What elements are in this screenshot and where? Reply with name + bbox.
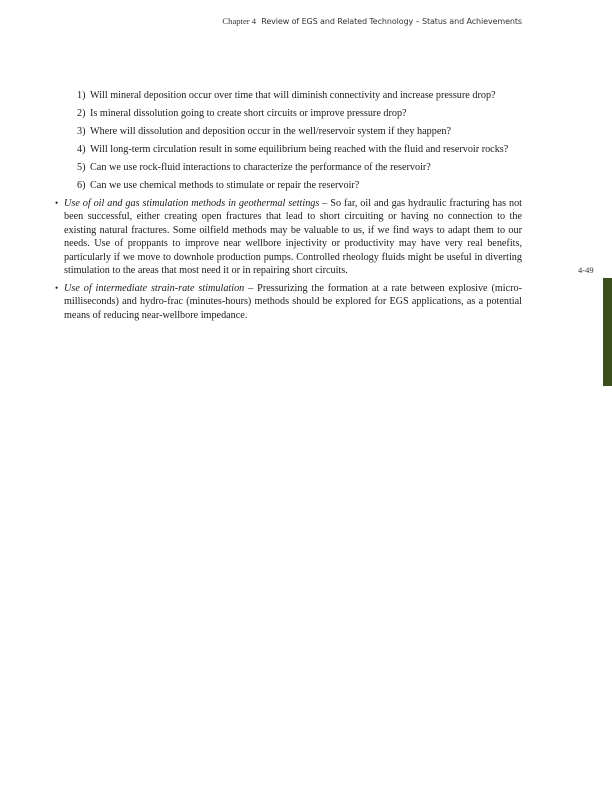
bullet-marker: •	[55, 198, 59, 208]
bullet-text: – So far, oil and gas hydraulic fracturing has not been successful, either creating open fractures that lead to short circuiting or having no connection to the existing natural fractures. Some oilfield methods may be valuable to us, if we find ways to adapt them to our needs. Use of proppants to improve near wellbore injectivity or productivity may have very real benefits, particularly if we move to downhole production pumps. Controlled rheology fluids might be useful in diverting stimulation to the areas that most need it or in repairing short circuits.	[64, 198, 523, 277]
bullet-item	[55, 282, 523, 322]
chapter-tab-marker	[603, 278, 612, 386]
bullet-lead: Use of intermediate strain-rate stimulation	[64, 283, 245, 295]
chapter-title: Review of EGS and Related Technology – Status and Achievements	[261, 17, 522, 26]
question-item: 3) Where will dissolution and deposition occur in the well/reservoir system if they happen?	[77, 126, 451, 137]
question-item: 5) Can we use rock-fluid interactions to characterize the performance of the reservoir?	[77, 162, 431, 173]
bullet-text: – Pressurizing the formation at a rate between explosive (micro-milliseconds) and hydro-frac (minutes-hours) methods should be explored for EGS applications, as a potential means of reducing near-wellbore impedance.	[64, 283, 523, 321]
page-number: 4-49	[578, 265, 594, 275]
question-item: 2) Is mineral dissolution going to create short circuits or improve pressure drop?	[77, 108, 407, 119]
question-item: 1) Will mineral deposition occur over time that will diminish connectivity and increase pressure drop?	[77, 90, 496, 101]
bullet-item	[55, 197, 523, 277]
question-item: 4) Will long-term circulation result in some equilibrium being reached with the fluid and reservoir rocks?	[77, 144, 509, 155]
bullet-marker: •	[55, 283, 59, 294]
running-header	[0, 16, 522, 26]
page-body	[55, 89, 523, 327]
bullet-lead: Use of oil and gas stimulation methods in geothermal settings	[64, 198, 320, 209]
question-item: 6) Can we use chemical methods to stimulate or repair the reservoir?	[77, 180, 360, 191]
chapter-label: Chapter 4	[222, 16, 257, 26]
